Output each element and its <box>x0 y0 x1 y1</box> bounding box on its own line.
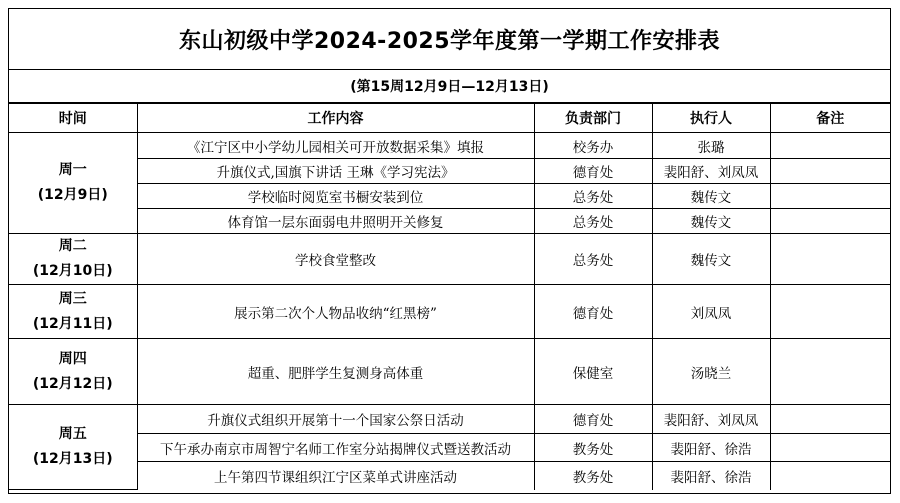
content-cell: 超重、肥胖学生复测身高体重 <box>137 339 534 405</box>
header-note: 备注 <box>770 104 890 133</box>
table-row <box>9 234 890 285</box>
header-dept: 负责部门 <box>534 104 652 133</box>
executor-cell: 裴阳舒、刘凤凤 <box>652 405 770 434</box>
day-cell-wednesday <box>9 285 137 339</box>
content-cell: 《江宁区中小学幼儿园相关可开放数据采集》填报 <box>137 133 534 159</box>
header-row <box>9 104 890 133</box>
note-cell <box>770 462 890 490</box>
schedule-sheet <box>8 8 891 494</box>
note-cell <box>770 133 890 159</box>
dept-cell: 总务处 <box>534 209 652 234</box>
day-name: 周二 <box>58 238 87 254</box>
day-name: 周一 <box>58 162 87 178</box>
week-subtitle: (第15周12月9日—12月13日) <box>9 70 890 103</box>
content-cell: 学校食堂整改 <box>137 234 534 285</box>
table-row <box>9 434 890 462</box>
header-content: 工作内容 <box>137 104 534 133</box>
table-row <box>9 339 890 405</box>
executor-cell: 魏传文 <box>652 184 770 209</box>
page-title: 东山初级中学2024-2025学年度第一学期工作安排表 <box>9 9 890 70</box>
note-cell <box>770 339 890 405</box>
table-row <box>9 159 890 184</box>
schedule-table <box>9 103 890 490</box>
executor-cell: 魏传文 <box>652 209 770 234</box>
dept-cell: 德育处 <box>534 159 652 184</box>
note-cell <box>770 285 890 339</box>
note-cell <box>770 234 890 285</box>
day-cell-monday <box>9 133 137 234</box>
dept-cell: 保健室 <box>534 339 652 405</box>
note-cell <box>770 184 890 209</box>
table-row <box>9 462 890 490</box>
content-cell: 体育馆一层东面弱电井照明开关修复 <box>137 209 534 234</box>
content-cell: 学校临时阅览室书橱安装到位 <box>137 184 534 209</box>
executor-cell: 张璐 <box>652 133 770 159</box>
table-row <box>9 184 890 209</box>
day-cell-thursday <box>9 339 137 405</box>
executor-cell: 裴阳舒、徐浩 <box>652 462 770 490</box>
header-time: 时间 <box>9 104 137 133</box>
header-executor: 执行人 <box>652 104 770 133</box>
content-cell: 升旗仪式,国旗下讲话 王琳《学习宪法》 <box>137 159 534 184</box>
table-row <box>9 209 890 234</box>
dept-cell: 德育处 <box>534 405 652 434</box>
executor-cell: 刘凤凤 <box>652 285 770 339</box>
executor-cell: 魏传文 <box>652 234 770 285</box>
content-cell: 下午承办南京市周智宁名师工作室分站揭牌仪式暨送教活动 <box>137 434 534 462</box>
day-name: 周五 <box>58 426 87 442</box>
day-date: (12月9日) <box>37 187 108 203</box>
content-cell: 上午第四节课组织江宁区菜单式讲座活动 <box>137 462 534 490</box>
content-cell: 升旗仪式组织开展第十一个国家公祭日活动 <box>137 405 534 434</box>
day-cell-friday <box>9 405 137 490</box>
note-cell <box>770 209 890 234</box>
table-row <box>9 133 890 159</box>
table-row <box>9 405 890 434</box>
note-cell <box>770 434 890 462</box>
table-row <box>9 285 890 339</box>
dept-cell: 校务办 <box>534 133 652 159</box>
day-date: (12月11日) <box>32 315 113 332</box>
executor-cell: 裴阳舒、徐浩 <box>652 434 770 462</box>
note-cell <box>770 159 890 184</box>
executor-cell: 汤晓兰 <box>652 339 770 405</box>
dept-cell: 教务处 <box>534 462 652 490</box>
dept-cell: 教务处 <box>534 434 652 462</box>
day-date: (12月12日) <box>32 375 113 392</box>
dept-cell: 总务处 <box>534 234 652 285</box>
note-cell <box>770 405 890 434</box>
day-name: 周三 <box>58 290 87 307</box>
day-name: 周四 <box>58 350 87 367</box>
day-date: (12月10日) <box>32 263 113 279</box>
content-cell: 展示第二次个人物品收纳“红黑榜” <box>137 285 534 339</box>
executor-cell: 裴阳舒、刘凤凤 <box>652 159 770 184</box>
day-cell-tuesday <box>9 234 137 285</box>
dept-cell: 总务处 <box>534 184 652 209</box>
dept-cell: 德育处 <box>534 285 652 339</box>
day-date: (12月13日) <box>32 451 113 467</box>
